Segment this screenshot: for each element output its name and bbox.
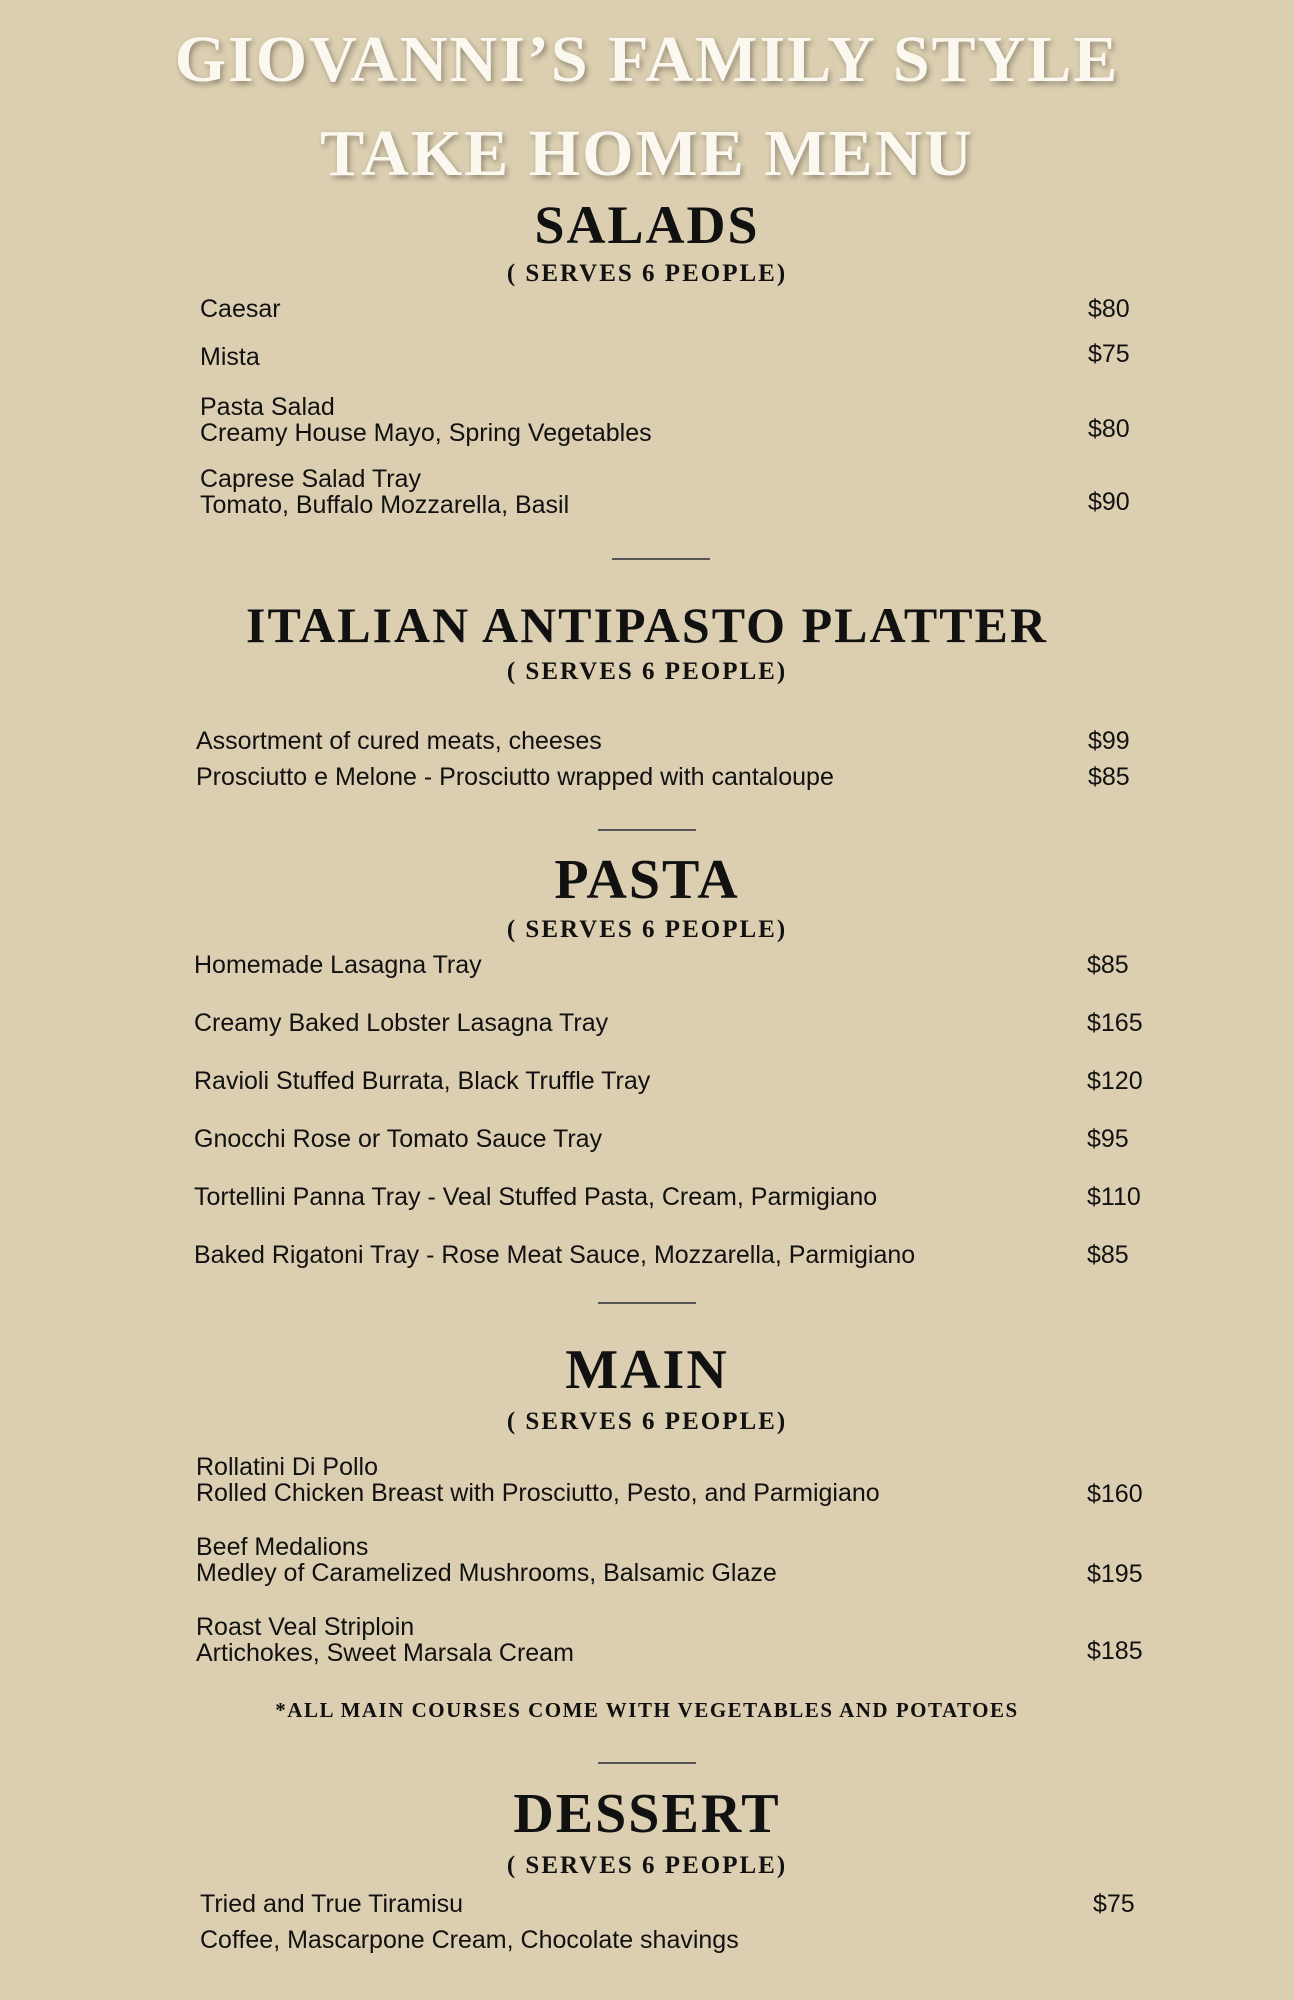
salads-item-mista [200, 344, 260, 370]
main-item-beef-medalions [196, 1534, 777, 1586]
item-name: Caprese Salad Tray [200, 465, 421, 493]
item-name: Rollatini Di Pollo [196, 1453, 379, 1481]
main-courses-note: *ALL MAIN COURSES COME WITH VEGETABLES AND POTATOES [275, 1698, 1019, 1722]
item-name: Ravioli Stuffed Burrata, Black Truffle Tray [194, 1067, 651, 1095]
item-name: Creamy Baked Lobster Lasagna Tray [194, 1009, 609, 1037]
section-divider [598, 829, 696, 831]
pasta-price-lasagna: $85 [1087, 951, 1129, 979]
menu-title-line-1: GIOVANNI’S FAMILY STYLE [174, 23, 1120, 96]
item-name: Baked Rigatoni Tray - Rose Meat Sauce, Mozzarella, Parmigiano [194, 1241, 916, 1269]
salads-serves: ( SERVES 6 PEOPLE) [506, 260, 788, 287]
dessert-serves: ( SERVES 6 PEOPLE) [506, 1852, 788, 1879]
item-name: Tried and True Tiramisu [200, 1890, 464, 1918]
salads-price-pasta-salad: $80 [1088, 415, 1130, 443]
item-name: Homemade Lasagna Tray [194, 951, 482, 979]
pasta-serves: ( SERVES 6 PEOPLE) [506, 916, 788, 943]
salads-item-caesar [200, 296, 281, 322]
item-name: Beef Medalions [196, 1533, 369, 1561]
item-name: Prosciutto e Melone - Prosciutto wrapped with cantaloupe [196, 763, 834, 791]
pasta-price-lobster-lasagna: $165 [1087, 1009, 1143, 1037]
antipasto-item-cured-meats [196, 728, 602, 754]
menu-title-line-2: TAKE HOME MENU [320, 117, 974, 190]
pasta-item-ravioli [194, 1068, 650, 1094]
antipasto-item-prosciutto-melone [196, 764, 834, 790]
pasta-price-gnocchi: $95 [1087, 1125, 1129, 1153]
main-price-veal-striploin: $185 [1087, 1637, 1143, 1665]
main-serves: ( SERVES 6 PEOPLE) [506, 1408, 788, 1435]
pasta-item-rigatoni [194, 1242, 915, 1268]
section-divider [598, 1762, 696, 1764]
pasta-item-lasagna [194, 952, 482, 978]
salads-price-caprese: $90 [1088, 488, 1130, 516]
antipasto-heading: ITALIAN ANTIPASTO PLATTER [245, 597, 1049, 653]
salads-heading: SALADS [534, 195, 760, 255]
item-description: Coffee, Mascarpone Cream, Chocolate shavings [200, 1926, 739, 1954]
dessert-heading: DESSERT [513, 1783, 781, 1845]
item-name: Assortment of cured meats, cheeses [196, 727, 602, 755]
pasta-item-tortellini [194, 1184, 877, 1210]
item-description: Creamy House Mayo, Spring Vegetables [200, 419, 652, 447]
section-divider [612, 558, 710, 560]
item-name: Roast Veal Striploin [196, 1613, 415, 1641]
main-item-rollatini [196, 1454, 880, 1506]
pasta-price-tortellini: $110 [1087, 1183, 1141, 1211]
pasta-item-lobster-lasagna [194, 1010, 608, 1036]
salads-price-caesar: $80 [1088, 295, 1130, 323]
item-name: Tortellini Panna Tray - Veal Stuffed Pasta, Cream, Parmigiano [194, 1183, 878, 1211]
salads-item-pasta-salad [200, 394, 652, 446]
antipasto-serves: ( SERVES 6 PEOPLE) [506, 658, 788, 685]
antipasto-price-cured-meats: $99 [1088, 727, 1130, 755]
main-heading: MAIN [565, 1339, 729, 1401]
item-name: Mista [200, 343, 260, 371]
antipasto-price-prosciutto-melone: $85 [1088, 763, 1130, 791]
item-name: Gnocchi Rose or Tomato Sauce Tray [194, 1125, 603, 1153]
main-price-rollatini: $160 [1087, 1480, 1143, 1508]
dessert-item-tiramisu [200, 1891, 739, 1953]
main-item-veal-striploin [196, 1614, 574, 1666]
salads-item-caprese [200, 466, 569, 518]
item-name: Pasta Salad [200, 393, 335, 421]
pasta-price-ravioli: $120 [1087, 1067, 1143, 1095]
main-price-beef-medalions: $195 [1087, 1560, 1143, 1588]
pasta-item-gnocchi [194, 1126, 602, 1152]
salads-price-mista: $75 [1088, 340, 1130, 368]
item-description: Rolled Chicken Breast with Prosciutto, Pesto, and Parmigiano [196, 1479, 880, 1507]
pasta-heading: PASTA [554, 849, 740, 911]
dessert-price-tiramisu: $75 [1093, 1890, 1135, 1918]
item-description: Tomato, Buffalo Mozzarella, Basil [200, 491, 570, 519]
pasta-price-rigatoni: $85 [1087, 1241, 1129, 1269]
item-name: Caesar [200, 295, 281, 323]
item-description: Medley of Caramelized Mushrooms, Balsamic Glaze [196, 1559, 777, 1587]
section-divider [598, 1302, 696, 1304]
item-description: Artichokes, Sweet Marsala Cream [196, 1639, 574, 1667]
